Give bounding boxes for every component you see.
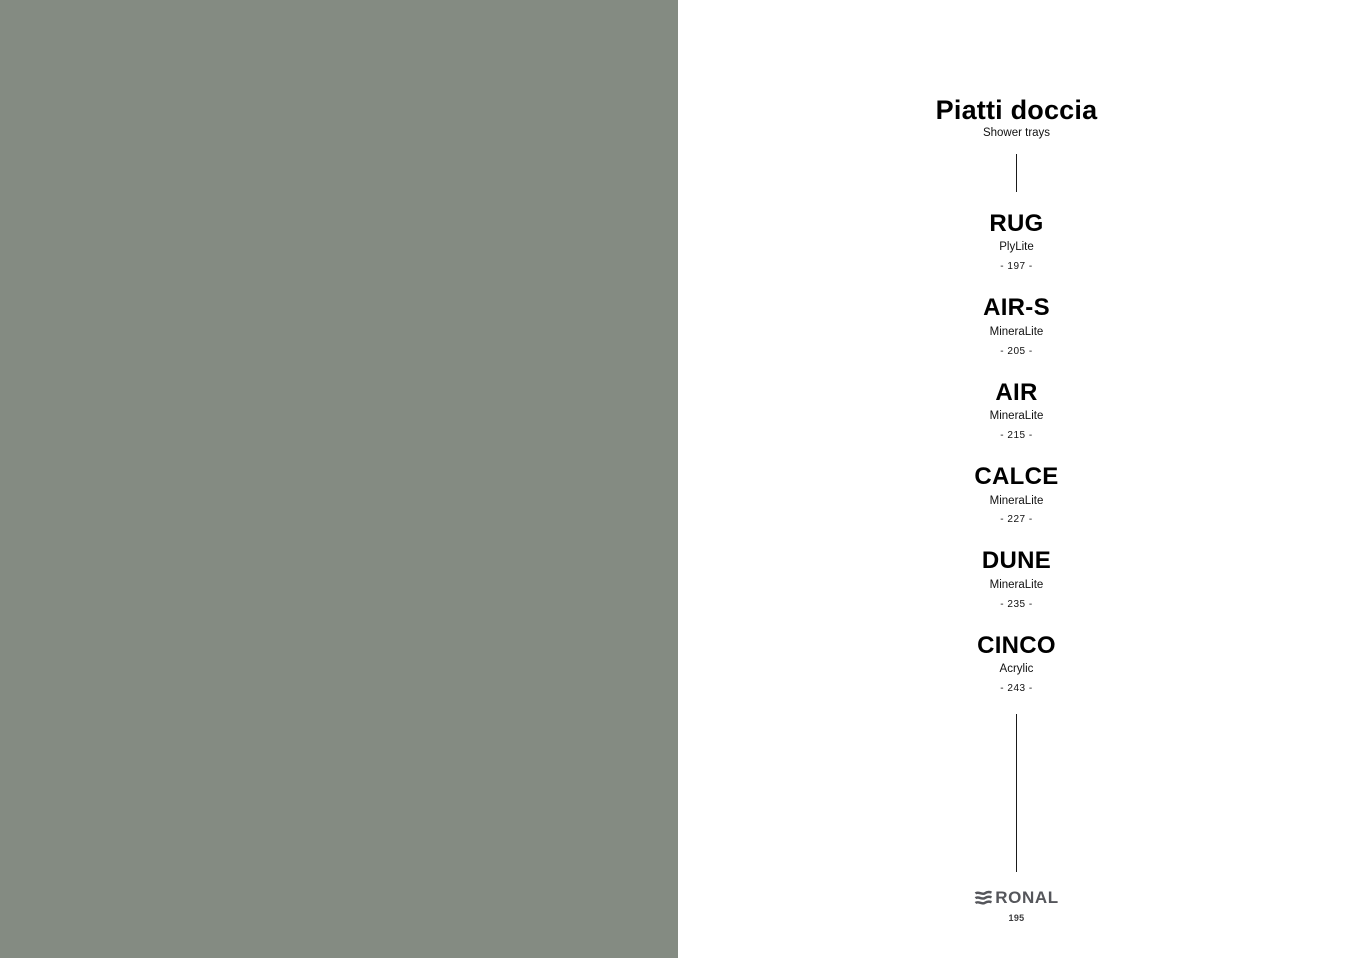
toc-item-air-s[interactable] <box>983 294 1050 357</box>
toc-item-cinco[interactable] <box>977 632 1056 695</box>
toc-item-material: MineraLite <box>989 410 1044 423</box>
toc-item-material: MineraLite <box>989 325 1044 338</box>
page-title: Piatti doccia <box>935 95 1098 125</box>
ronal-waves-icon <box>974 890 993 906</box>
toc-item-calce[interactable] <box>974 463 1058 526</box>
toc-item-material: MineraLite <box>989 494 1044 507</box>
toc-item-material: MineraLite <box>989 579 1044 591</box>
toc-item-page: - 243 - <box>1000 683 1033 695</box>
toc-item-name[interactable]: CALCE <box>974 463 1059 491</box>
toc-item-page: - 227 - <box>1000 514 1033 526</box>
divider-top <box>1016 154 1017 192</box>
toc-item-page: - 197 - <box>1000 261 1033 273</box>
divider-bottom <box>1016 714 1017 872</box>
toc-item-dune[interactable] <box>982 547 1051 610</box>
ronal-logo <box>974 888 1058 908</box>
toc-item-page: - 235 - <box>1000 598 1033 610</box>
toc-item-name[interactable]: CINCO <box>977 631 1056 659</box>
toc-item-page: - 215 - <box>1000 430 1033 442</box>
toc-item-name[interactable]: AIR <box>995 378 1038 406</box>
ronal-wordmark: RONAL <box>995 888 1059 908</box>
page-subtitle: Shower trays <box>982 127 1051 140</box>
toc-item-material: PlyLite <box>999 241 1034 254</box>
toc-item-page: - 205 - <box>1000 345 1033 357</box>
page-number: 195 <box>1008 913 1025 924</box>
toc-list <box>974 210 1058 695</box>
toc-item-name[interactable]: DUNE <box>981 547 1052 575</box>
toc-item-air[interactable] <box>990 379 1044 442</box>
page-footer <box>974 888 1058 923</box>
toc-item-name[interactable]: RUG <box>989 209 1044 237</box>
toc-item-material: Acrylic <box>999 663 1034 676</box>
toc-item-rug[interactable] <box>989 210 1043 273</box>
toc-item-name[interactable]: AIR-S <box>983 294 1050 322</box>
toc-page <box>678 0 1355 958</box>
